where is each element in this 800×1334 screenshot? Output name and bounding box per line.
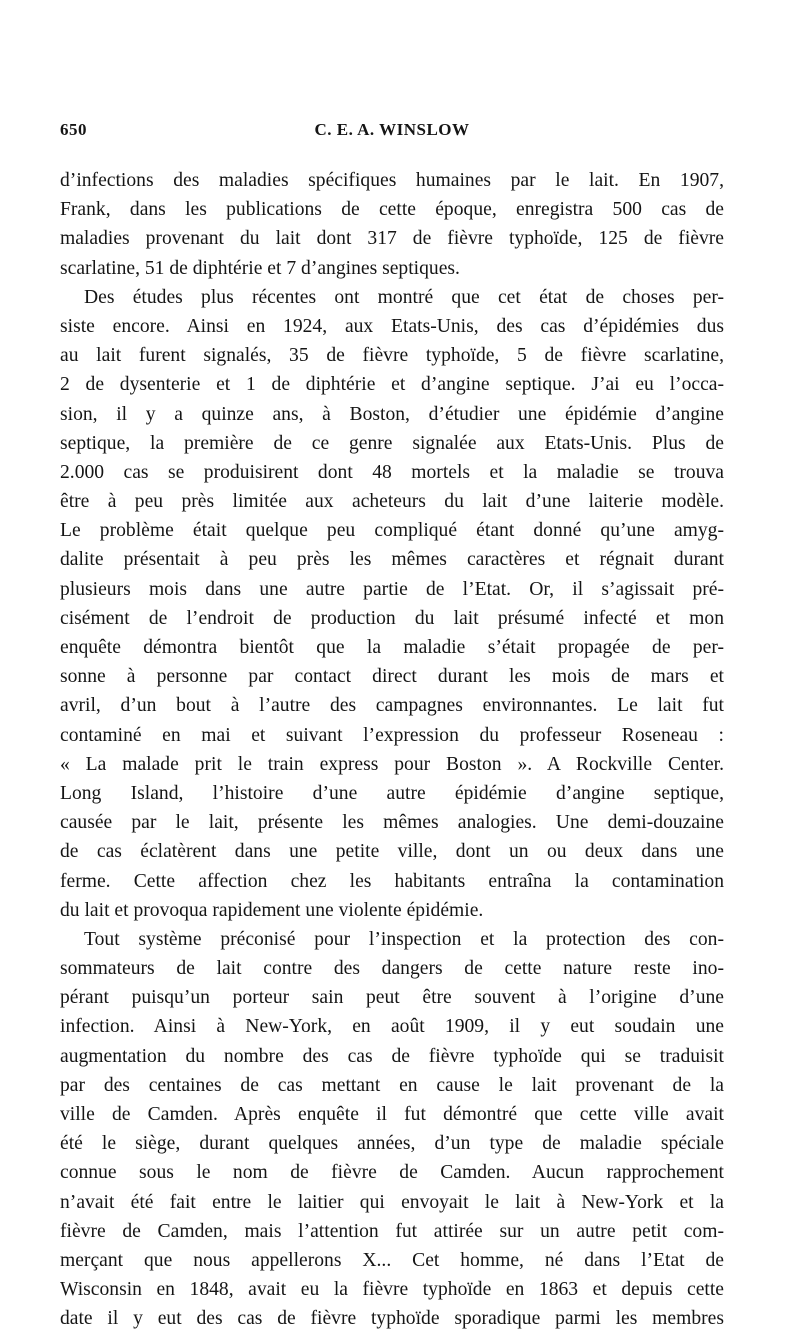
running-head <box>60 120 724 144</box>
running-head-author: C. E. A. WINSLOW <box>314 120 470 139</box>
text-line: n’avait été fait entre le laitier qui envoyait le lait à New-York et la <box>60 1191 724 1213</box>
text-line: Des études plus récentes ont montré que cet état de choses per- <box>84 286 724 308</box>
text-line: pérant puisqu’un porteur sain peut être souvent à l’origine d’une <box>60 987 724 1009</box>
text-line: septique, la première de ce genre signalée aux Etats-Unis. Plus de <box>60 432 724 454</box>
text-line: dalite présentait à peu près les mêmes caractères et régnait durant <box>60 549 724 571</box>
text-line: 2.000 cas se produisirent dont 48 mortels et la maladie se trouva <box>60 461 724 483</box>
text-line: au lait furent signalés, 35 de fièvre typhoïde, 5 de fièvre scarlatine, <box>60 345 724 367</box>
text-line: connue sous le nom de fièvre de Camden. Aucun rapprochement <box>60 1162 724 1184</box>
text-line: ville de Camden. Après enquête il fut démontré que cette ville avait <box>60 1104 724 1125</box>
text-line: 2 de dysenterie et 1 de diphtérie et d’angine septique. J’ai eu l’occa- <box>60 374 724 396</box>
text-line: scarlatine, 51 de diphtérie et 7 d’angines septiques. <box>60 257 460 279</box>
text-line: d’infections des maladies spécifiques humaines par le lait. En 1907, <box>60 170 724 191</box>
text-line: de cas éclatèrent dans une petite ville, dont un ou deux dans une <box>60 841 724 863</box>
text-line: augmentation du nombre des cas de fièvre typhoïde qui se traduisit <box>60 1045 724 1067</box>
text-line: Le problème était quelque peu compliqué étant donné qu’une amyg- <box>60 520 724 542</box>
text-line: Tout système préconisé pour l’inspection et la protection des con- <box>84 928 724 950</box>
text-line: été le siège, durant quelques années, d’un type de maladie spéciale <box>60 1133 724 1155</box>
text-line: Frank, dans les publications de cette époque, enregistra 500 cas de <box>60 199 724 221</box>
text-line: enquête démontra bientôt que la maladie s’était propagée de per- <box>60 637 724 658</box>
body-text <box>60 166 724 1334</box>
text-line: infection. Ainsi à New-York, en août 1909, il y eut soudain une <box>60 1016 724 1038</box>
text-line: par des centaines de cas mettant en cause le lait provenant de la <box>60 1074 724 1096</box>
text-line: sommateurs de lait contre des dangers de cette nature reste ino- <box>60 958 724 980</box>
text-line: ferme. Cette affection chez les habitants entraîna la contamination <box>60 870 724 892</box>
text-line: avril, d’un bout à l’autre des campagnes environnantes. Le lait fut <box>60 695 724 717</box>
text-line: contaminé en mai et suivant l’expression du professeur Roseneau : <box>60 724 724 746</box>
text-line: du lait et provoqua rapidement une violente épidémie. <box>60 899 484 921</box>
text-line: être à peu près limitée aux acheteurs du lait d’une laiterie modèle. <box>60 491 724 513</box>
text-line: cisément de l’endroit de production du lait présumé infecté et mon <box>60 607 724 629</box>
page-number: 650 <box>60 120 87 139</box>
text-line: siste encore. Ainsi en 1924, aux Etats-Unis, des cas d’épidémies dus <box>60 315 724 337</box>
text-line: merçant que nous appellerons X... Cet homme, né dans l’Etat de <box>60 1249 724 1271</box>
book-page <box>60 120 724 1334</box>
text-line: maladies provenant du lait dont 317 de fièvre typhoïde, 125 de fièvre <box>60 228 724 250</box>
text-line: « La malade prit le train express pour Boston ». A Rockville Center. <box>60 753 724 775</box>
text-line: sion, il y a quinze ans, à Boston, d’étudier une épidémie d’angine <box>60 403 724 425</box>
text-line: date il y eut des cas de fièvre typhoïde sporadique parmi les membres <box>60 1308 724 1330</box>
text-line: causée par le lait, présente les mêmes analogies. Une demi-douzaine <box>60 812 724 834</box>
text-line: plusieurs mois dans une autre partie de l’Etat. Or, il s’agissait pré- <box>60 578 724 600</box>
text-line: Long Island, l’histoire d’une autre épidémie d’angine septique, <box>60 782 724 804</box>
text-line: sonne à personne par contact direct durant les mois de mars et <box>60 666 724 688</box>
text-line: Wisconsin en 1848, avait eu la fièvre typhoïde en 1863 et depuis cette <box>60 1279 724 1301</box>
text-line: fièvre de Camden, mais l’attention fut attirée sur un autre petit com- <box>60 1220 724 1242</box>
